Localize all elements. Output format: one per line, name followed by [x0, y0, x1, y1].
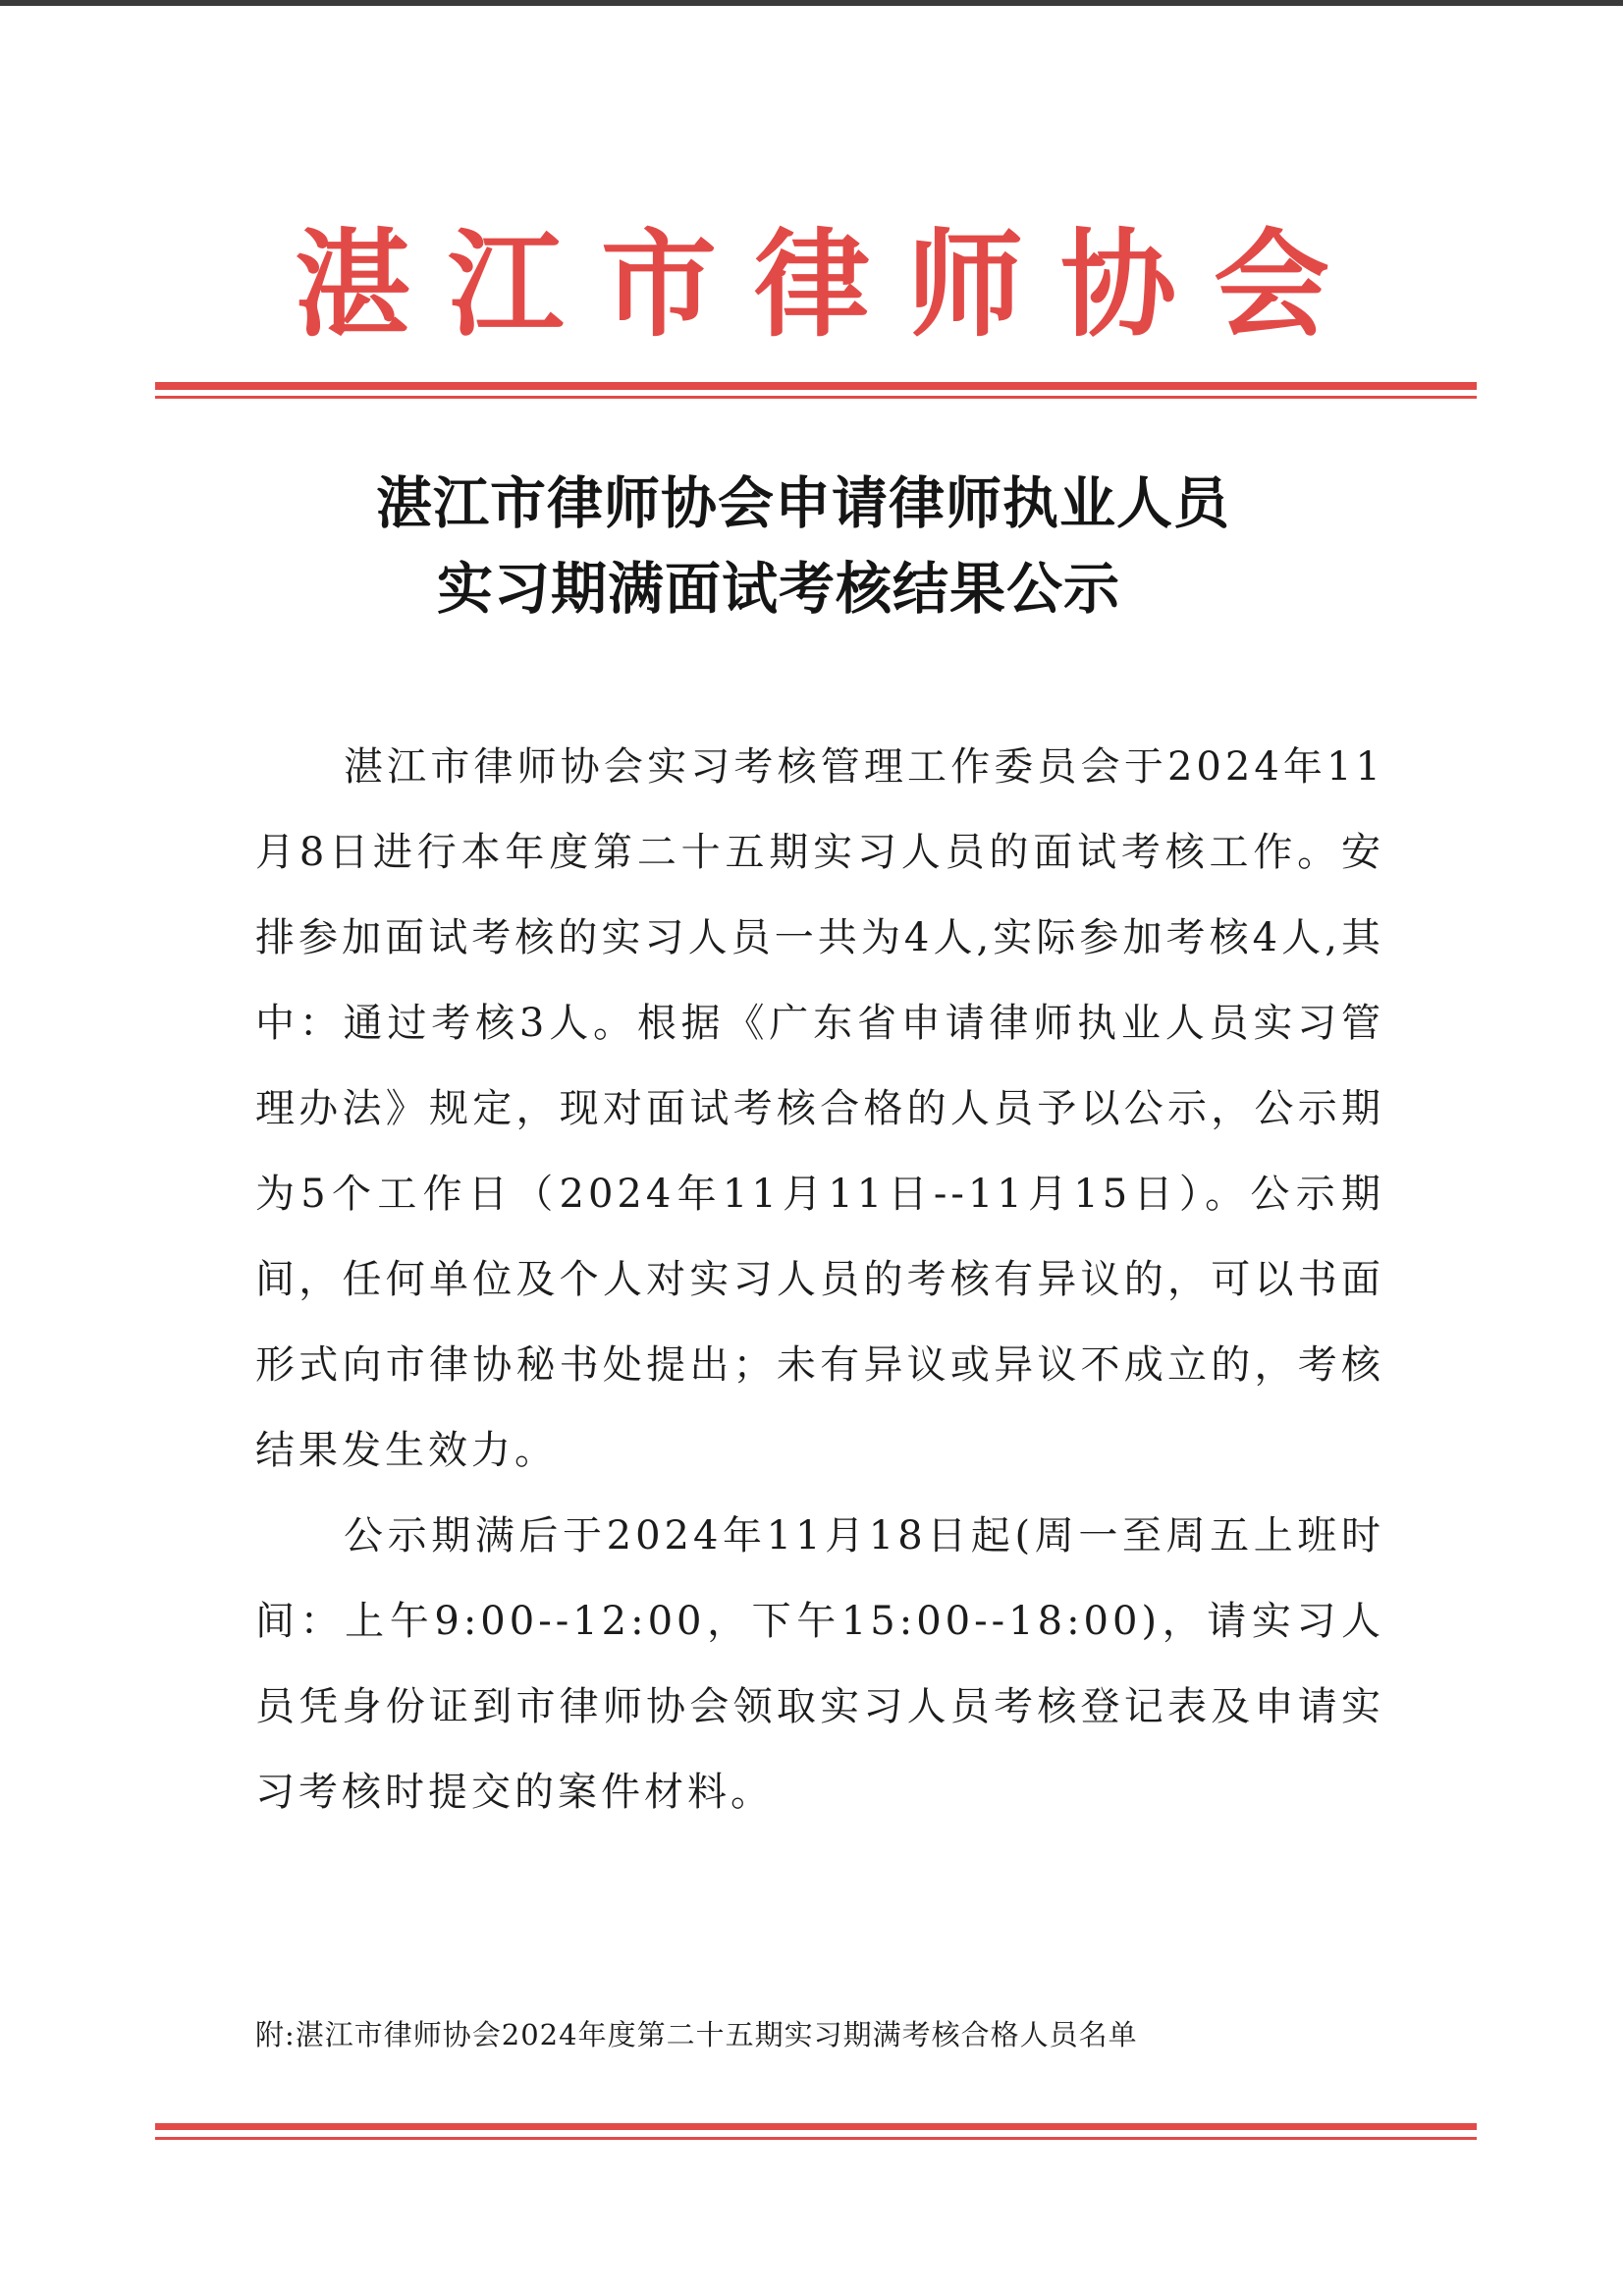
- letterhead-divider-thin: [155, 396, 1477, 399]
- body-paragraph-2: 公示期满后于2024年11月18日起(周一至周五上班时间：上午9:00--12:00，下午15:00--18:00)，请实习人员凭身份证到市律师协会领取实习人员考核登记表及申请实习考核时提交的案件材料。: [255, 1513, 1384, 1815]
- document-title-line-1: 湛江市律师协会申请律师执业人员: [376, 471, 1230, 536]
- scan-edge: [0, 0, 1623, 6]
- document-title-line-2: 实习期满面试考核结果公示: [437, 557, 1120, 622]
- footer-divider-thin: [155, 2137, 1477, 2140]
- attachment-note: 附:湛江市律师协会2024年度第二十五期实习期满考核合格人员名单: [255, 2018, 1138, 2051]
- letterhead-divider-thick: [155, 382, 1477, 390]
- footer-divider-thick: [155, 2123, 1477, 2130]
- body-paragraph-1: 湛江市律师协会实习考核管理工作委员会于2024年11月8日进行本年度第二十五期实习人员的面试考核工作。安排参加面试考核的实习人员一共为4人,实际参加考核4人,其中：通过考核3人。根据《广东省申请律师执业人员实习管理办法》规定，现对面试考核合格的人员予以公示，公示期为5个工作日（2024年11月11日--11月15日）。公示期间，任何单位及个人对实习人员的考核有异议的，可以书面形式向市律协秘书处提出；未有异议或异议不成立的，考核结果发生效力。: [255, 744, 1384, 1473]
- letterhead-org-name: 湛江市律师协会: [295, 216, 1368, 353]
